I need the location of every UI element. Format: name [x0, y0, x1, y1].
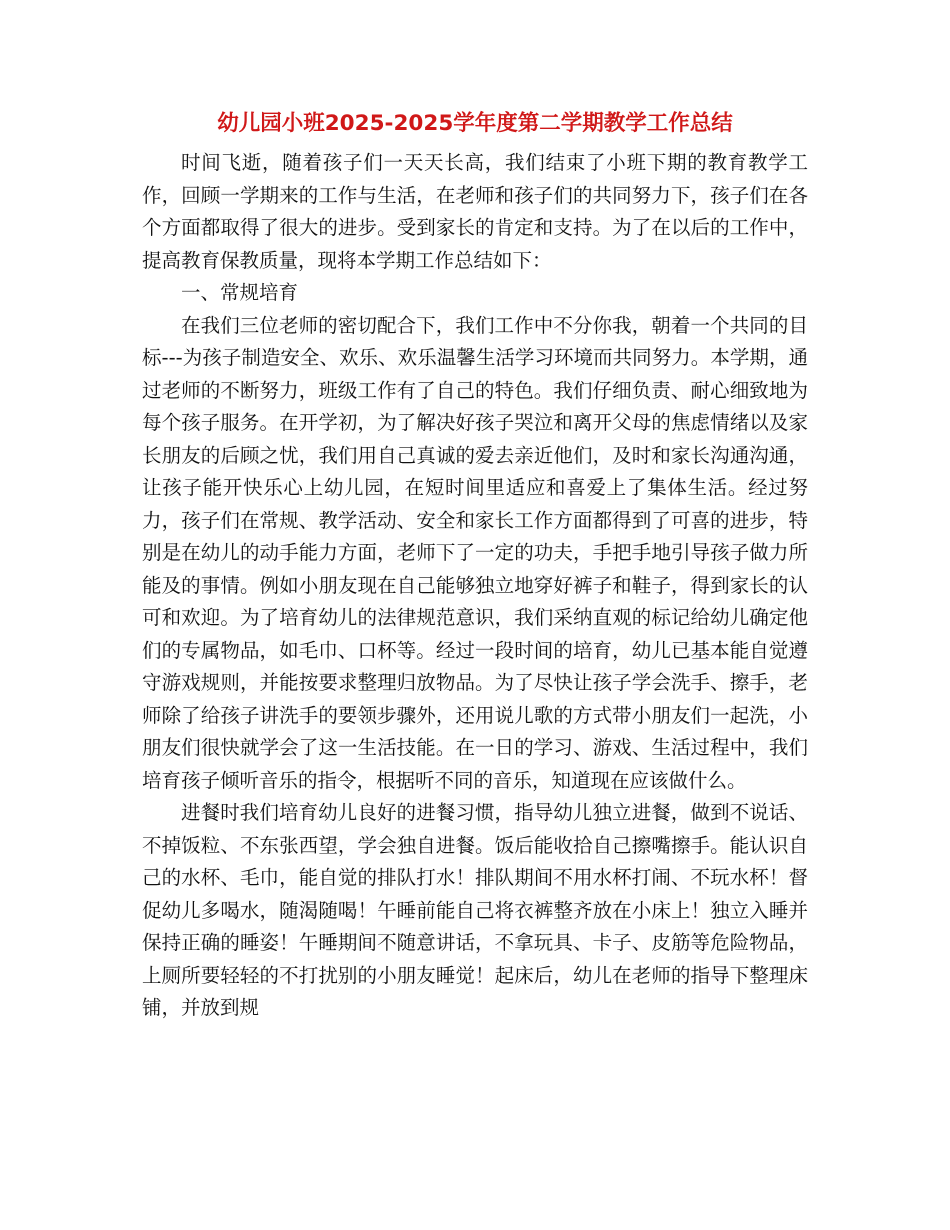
document-title: 幼儿园小班2025-2025学年度第二学期教学工作总结	[217, 111, 733, 136]
paragraph-intro: 时间飞逝，随着孩子们一天天长高，我们结束了小班下期的教育教学工作，回顾一学期来的工作与生活，在老师和孩子们的共同努力下，孩子们在各个方面都取得了很大的进步。受到家长的肯定和支持。为了在以后的工作中，提高教育保教质量，现将本学期工作总结如下：	[142, 151, 808, 272]
paragraph-routine-cultivation: 在我们三位老师的密切配合下，我们工作中不分你我，朝着一个共同的目标---为孩子制造安全、欢乐、欢乐温馨生活学习环境而共同努力。本学期，通过老师的不断努力，班级工作有了自己的特色。我们仔细负责、耐心细致地为每个孩子服务。在开学初，为了解决好孩子哭泣和离开父母的焦虑情绪以及家长朋友的后顾之忧，我们用自己真诚的爱去亲近他们，及时和家长沟通沟通，让孩子能开快乐心上幼儿园，在短时间里适应和喜爱上了集体生活。经过努力，孩子们在常规、教学活动、安全和家长工作方面都得到了可喜的进步，特别是在幼儿的动手能力方面，老师下了一定的功夫，手把手地引导孩子做力所能及的事情。例如小朋友现在自己能够独立地穿好裤子和鞋子，得到家长的认可和欢迎。为了培育幼儿的法律规范意识，我们采纳直观的标记给幼儿确定他们的专属物品，如毛巾、口杯等。经过一段时间的培育，幼儿已基本能自觉遵守游戏规则，并能按要求整理归放物品。为了尽快让孩子学会洗手、擦手，老师除了给孩子讲洗手的要领步骤外，还用说儿歌的方式带小朋友们一起洗，小朋友们很快就学会了这一生活技能。在一日的学习、游戏、生活过程中，我们培育孩子倾听音乐的指令，根据听不同的音乐，知道现在应该做什么。	[142, 313, 808, 792]
paragraph-meals-naps: 进餐时我们培育幼儿良好的进餐习惯，指导幼儿独立进餐，做到不说话、不掉饭粒、不东张西望，学会独自进餐。饭后能收拾自己擦嘴擦手。能认识自己的水杯、毛巾，能自觉的排队打水！排队期间不用水杯打闹、不玩水杯！督促幼儿多喝水，随渴随喝！午睡前能自己将衣裤整齐放在小床上！独立入睡并保持正确的睡姿！午睡期间不随意讲话，不拿玩具、卡子、皮筋等危险物品，上厕所要轻轻的不打扰别的小朋友睡觉！起床后，幼儿在老师的指导下整理床铺，并放到规	[142, 801, 808, 1019]
section-heading-routine: 一、常规培育	[181, 281, 299, 304]
document-body	[142, 147, 808, 1025]
